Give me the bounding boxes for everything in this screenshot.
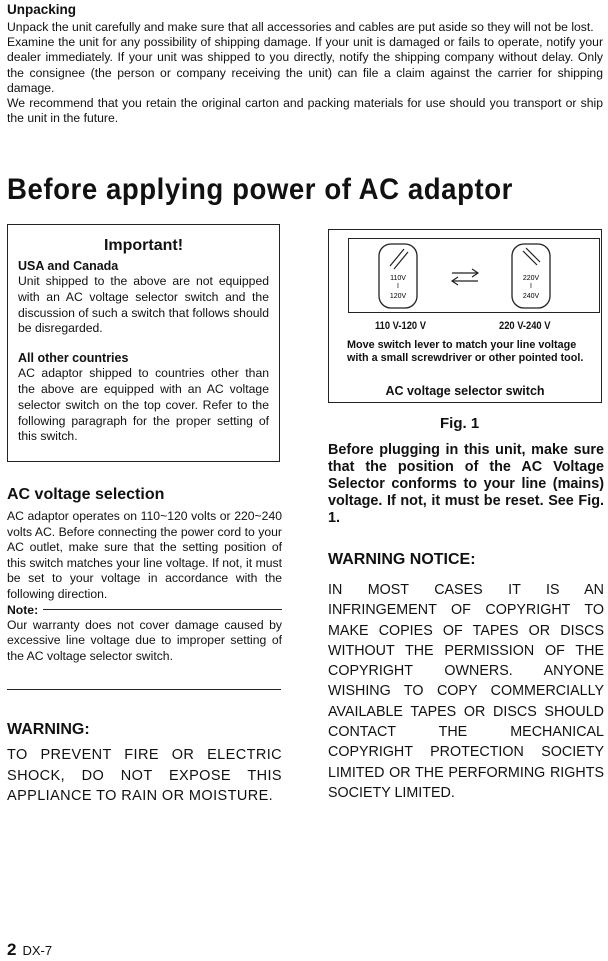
switch-120-label: 120V [389, 293, 407, 300]
important-box [7, 224, 280, 462]
note-row [7, 603, 282, 617]
section-divider [7, 689, 281, 690]
page-number: 2 [7, 940, 17, 959]
ac-voltage-selection-heading: AC voltage selection [7, 486, 165, 503]
other-countries-heading: All other countries [18, 351, 129, 366]
voltage-switch-220-icon [511, 243, 551, 309]
warning-notice-text: IN MOST CASES IT IS AN INFRINGEMENT OF COPYRIGHT TO MAKE COPIES OF TAPES OR DISCS WITHOUT THE PERMISSION OF THE COPYRIGHT OWNERS. ANYONE WISHING TO COPY COMMERCIALLY AVAILABLE TAPES OR DISCS SHOULD CONTACT THE MECHANICAL COPYRIGHT PROTECTION SOCIETY LIMITED OR THE PERFORMING RIGHTS SOCIETY LIMITED. [328, 582, 604, 801]
warning-text: TO PREVENT FIRE OR ELECTRIC SHOCK, DO NOT EXPOSE THIS APPLIANCE TO RAIN OR MOISTURE. [7, 747, 282, 804]
unpacking-paragraph-3: We recommend that you retain the original carton and packing materials for use should you transport or ship the unit in the future. [7, 96, 603, 126]
other-countries-text: AC adaptor shipped to countries other than the above are equipped with an AC voltage selector switch on the top cover. Refer to the following paragraph for the proper setting of this switch. [18, 366, 269, 444]
warning-section [7, 721, 282, 807]
model-name: DX-7 [22, 943, 53, 958]
before-plugging-text: Before plugging in this unit, make sure that the position of the AC Voltage Selector conforms to your line (mains) voltage. If not, it must be reset. See Fig. 1. [328, 442, 604, 526]
note-text: Our warranty does not cover damage caused by excessive line voltage due to improper setting of the AC voltage selector switch. [7, 617, 282, 663]
figure-label: Fig. 1 [440, 415, 480, 432]
page-title: Before applying power of AC adaptor [7, 173, 513, 206]
voltage-switch-110-icon [378, 243, 418, 309]
switch-arrows-icon [448, 266, 482, 288]
usa-canada-heading: USA and Canada [18, 259, 119, 273]
note-divider [43, 609, 282, 610]
voltage-label-110-120: 110 V-120 V [375, 320, 426, 332]
ac-voltage-selection-section [7, 486, 282, 664]
note-label: Note: [7, 602, 39, 617]
page-footer [7, 940, 52, 960]
switch-240-label: 240V [522, 293, 540, 300]
warning-heading: WARNING: [7, 721, 90, 738]
unpacking-paragraph-1: Unpack the unit carefully and make sure that all accessories and cables are put aside so they will not be lost. [7, 20, 594, 34]
switch-220-divider: I [530, 283, 532, 290]
unpacking-paragraph-2: Examine the unit for any possibility of shipping damage. If your unit is damaged or fails to operate, notify your dealer immediately. If your unit was shipped to you directly, notify the shipping company without delay. Only the consignee (the person or company receiving the unit) can file a claim against the carrier for shipping damage. [7, 35, 603, 95]
switch-220-label: 220V [522, 275, 540, 282]
switch-instruction: Move switch lever to match your line voltage with a small screwdriver or other pointed tool. [347, 339, 584, 364]
switch-110-label: 110V [390, 275, 406, 282]
figure-caption: AC voltage selector switch [385, 384, 545, 398]
switch-110-divider: I [397, 283, 399, 290]
usa-canada-text: Unit shipped to the above are not equipped with an AC voltage selector switch and the discussion of such a switch that follows should be disregarded. [18, 274, 269, 336]
voltage-label-220-240: 220 V-240 V [499, 320, 551, 332]
ac-voltage-selection-text: AC adaptor operates on 110~120 volts or 220~240 volts AC. Before connecting the power cord to your AC outlet, make sure that the setting position of this switch matches your line voltage. If not, it must be set to your voltage in accordance with the following direction. [7, 509, 282, 601]
unpacking-section [7, 2, 603, 126]
warning-notice-heading: WARNING NOTICE: [328, 551, 476, 568]
unpacking-heading: Unpacking [7, 2, 77, 17]
important-title: Important! [103, 237, 184, 254]
